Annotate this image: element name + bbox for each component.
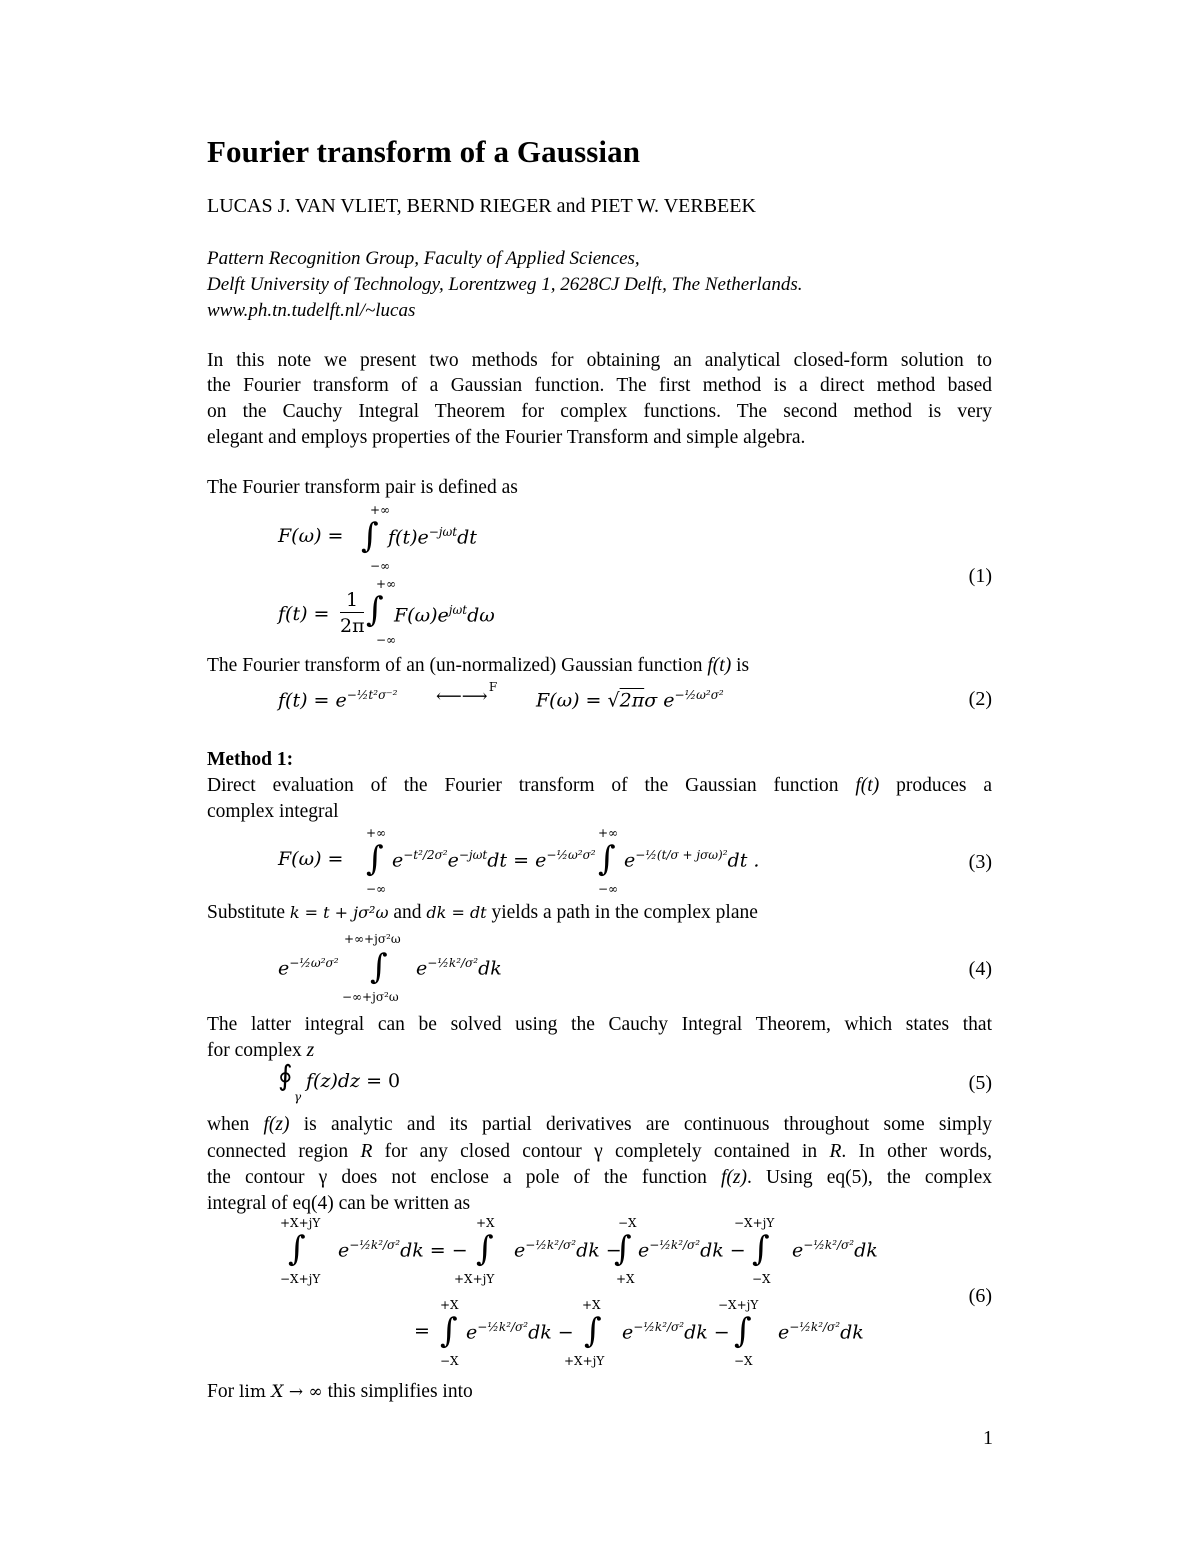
limit-expression: lim X → ∞ xyxy=(238,1382,323,1402)
analytic-text-f: the contour γ does not enclose a pole of the function xyxy=(207,1167,721,1188)
method-1-text: Direct evaluation of the Fourier transform of the Gaussian function xyxy=(207,775,856,796)
pair-intro: The Fourier transform pair is defined as xyxy=(207,477,518,498)
substitution-text-c: yields a path in the complex plane xyxy=(486,902,758,923)
equation-number-2: (2) xyxy=(968,688,992,710)
cauchy-variable: z xyxy=(306,1040,315,1061)
gaussian-function-symbol: f(t) xyxy=(707,655,732,676)
affiliation-line-2: Delft University of Technology, Lorentzweg 1, 2628CJ Delft, The Netherlands. xyxy=(207,274,803,295)
equation-number-4: (4) xyxy=(968,958,992,980)
limit-text-b: this simplifies into xyxy=(322,1381,473,1402)
gaussian-intro xyxy=(207,655,749,677)
equation-number-5: (5) xyxy=(968,1072,992,1094)
equation-4: $e^{-\frac{1}{2}\omega^2\sigma^2}$ +∞+jσ²ω ∫ −∞+jσ²ω $e^{-\frac{1}{2}k^2/\sigma^2}dk$ xyxy=(278,932,502,1004)
limit-line xyxy=(207,1381,473,1403)
affiliation-line-1: Pattern Recognition Group, Faculty of Applied Sciences, xyxy=(207,248,640,269)
cauchy-line-1: The latter integral can be solved using the Cauchy Integral Theorem, which states that xyxy=(207,1014,992,1035)
gaussian-intro-text: The Fourier transform of an (un-normalized) Gaussian function xyxy=(207,655,708,676)
limit-text-a: For xyxy=(207,1381,239,1402)
equation-3: F(ω) = +∞ ∫ −∞ $e^{-t^2/2\sigma^2}e^{-j\omega t}dt = e^{-\frac{1}{2}\omega^2\sigma^2}$ +∞ ∫ −∞ $e^{-\frac{1}{2}(t/\sigma + j\sigma\omega)^2}dt$ . xyxy=(278,826,760,896)
analytic-line-4: integral of eq(4) can be written as xyxy=(207,1193,471,1214)
abstract-line-3: on the Cauchy Integral Theorem for complex functions. The second method is very xyxy=(207,401,992,422)
cauchy-line-2 xyxy=(207,1040,314,1062)
equation-number-3: (3) xyxy=(968,851,992,873)
cauchy-text: for complex xyxy=(207,1040,307,1061)
method-1-heading: Method 1: xyxy=(207,749,294,770)
region-symbol-2: R xyxy=(829,1141,842,1162)
analytic-text-g: . Using eq(5), the complex xyxy=(746,1167,993,1188)
substitution-dk: dk = dt xyxy=(426,903,487,922)
equation-number-6: (6) xyxy=(968,1285,992,1307)
page-number: 1 xyxy=(983,1427,993,1449)
substitution-text-b: and xyxy=(388,902,427,923)
method-1-line-1 xyxy=(207,775,992,797)
substitution-text-a: Substitute xyxy=(207,902,290,923)
analytic-text-a: when xyxy=(207,1114,264,1135)
method-1-text-end: produces a xyxy=(879,775,992,796)
abstract-line-2: the Fourier transform of a Gaussian function. The first method is a direct method based xyxy=(207,375,992,396)
abstract-line-1: In this note we present two methods for obtaining an analytical closed-form solution to xyxy=(207,350,992,371)
analytic-text-d: for any closed contour γ completely contained in xyxy=(372,1141,830,1162)
analytic-line-1 xyxy=(207,1114,992,1136)
analytic-text-b: is analytic and its partial derivatives are continuous throughout some simply xyxy=(289,1114,992,1135)
analytic-text-c: connected region xyxy=(207,1141,361,1162)
pole-function: f(z) xyxy=(720,1167,747,1188)
gaussian-intro-end: is xyxy=(731,655,750,676)
equation-6: +X+jY ∫ −X+jY $e^{-\frac{1}{2}k^2/\sigma^2}dk$ = − +X ∫ +X+jY $e^{-\frac{1}{2}k^2/\sigma^2}dk$ − −X ∫ +X $e^{-\frac{1}{2}k^2/\sigma^2}dk$ − −X+jY ∫ −X $e^{-\frac{1}{2}k^2/\sigma^2}dk$ +X = ∫ −X $e^{-\frac{1}{2}k^2/\sigma^2}dk$ − +X ∫ +X+jY $e^{-\frac{1}{2}k^2/\sigma^2}dk$ − −X+jY ∫ −X $e^{-\frac{1}{2}k^2/\sigma^2}dk$ xyxy=(280,1216,878,1368)
analytic-line-2 xyxy=(207,1141,992,1163)
substitution-k: k = t + jσ²ω xyxy=(289,903,389,922)
author-list: LUCAS J. VAN VLIET, BERND RIEGER and PIET W. VERBEEK xyxy=(207,195,756,217)
equation-number-1: (1) xyxy=(968,565,992,587)
paper-title: Fourier transform of a Gaussian xyxy=(207,134,641,169)
method-1-line-2: complex integral xyxy=(207,801,339,822)
equation-1: F(ω) = +∞ ∫ −∞ $f(t)e^{-j\omega t}dt$ +∞ f(t) = 1 2π ∫ −∞ $F(\omega)e^{j\omega t}d\omega$ xyxy=(278,503,495,647)
region-symbol: R xyxy=(360,1141,373,1162)
affiliation-url: www.ph.tn.tudelft.nl/~lucas xyxy=(207,300,416,321)
substitution-line xyxy=(207,902,758,924)
analytic-line-3 xyxy=(207,1167,992,1189)
equation-2: $f(t) = e^{-\frac{1}{2}t^2\sigma^{-2}}$ F ⟵⟶ F(ω) = √2πσ $e^{-\frac{1}{2}\omega^2\sigma^2}$ xyxy=(278,680,724,712)
method-1-function: f(t) xyxy=(855,775,880,796)
abstract-line-4: elegant and employs properties of the Fourier Transform and simple algebra. xyxy=(207,427,806,448)
analytic-function: f(z) xyxy=(263,1114,290,1135)
analytic-text-e: . In other words, xyxy=(841,1141,992,1162)
equation-5: ∮ γ f(z)dz = 0 xyxy=(278,1059,401,1104)
